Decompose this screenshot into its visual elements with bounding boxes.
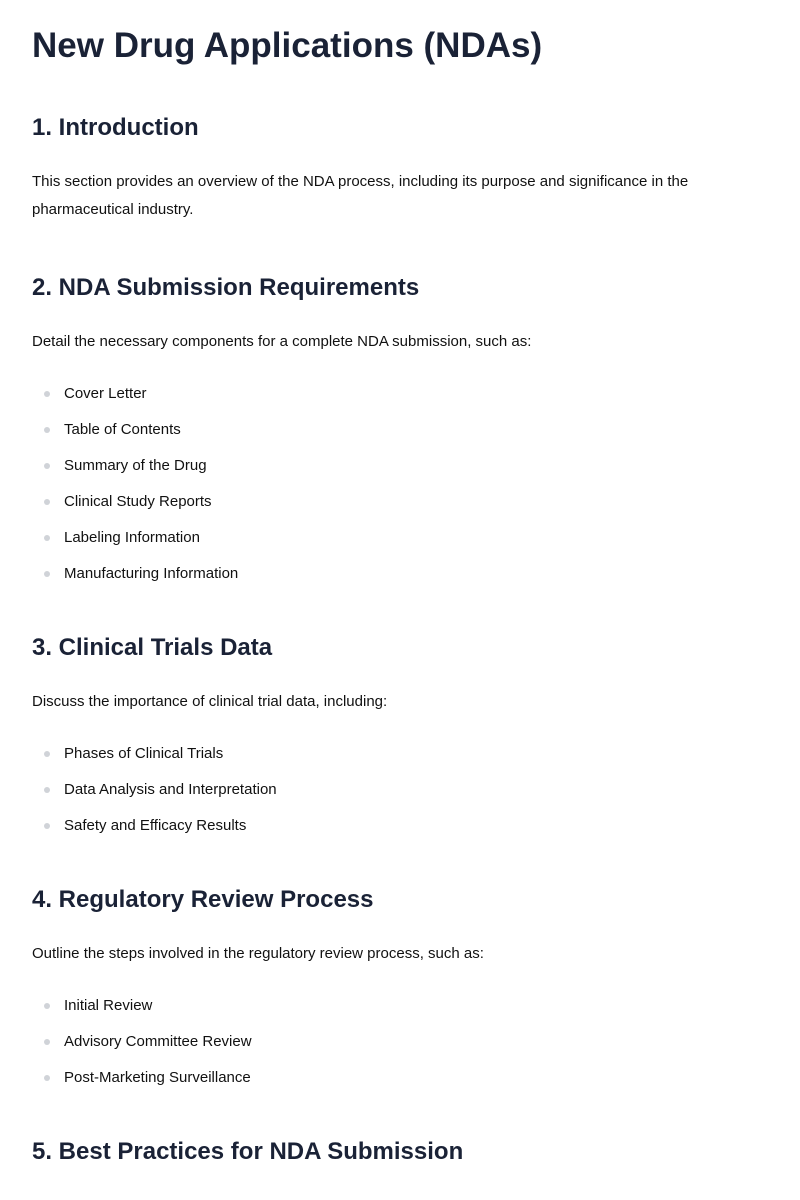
list-item: Cover Letter xyxy=(32,376,768,412)
review-steps-list xyxy=(32,988,768,1096)
section-heading: 2. NDA Submission Requirements xyxy=(32,274,420,301)
section-best-practices xyxy=(32,1136,768,1168)
section-heading: 5. Best Practices for NDA Submission xyxy=(32,1138,464,1165)
bullet-icon xyxy=(44,535,50,541)
list-item: Summary of the Drug xyxy=(32,448,768,484)
bullet-icon xyxy=(44,1003,50,1009)
section-regulatory-review xyxy=(32,884,768,1096)
page-title: New Drug Applications (NDAs) xyxy=(32,26,543,65)
section-body: Discuss the importance of clinical trial data, including: xyxy=(32,693,388,710)
bullet-icon xyxy=(44,571,50,577)
bullet-icon xyxy=(44,1075,50,1081)
list-item: Advisory Committee Review xyxy=(32,1024,768,1060)
list-item: Manufacturing Information xyxy=(32,556,768,592)
requirements-list xyxy=(32,376,768,592)
section-heading: 1. Introduction xyxy=(32,114,199,141)
list-item: Initial Review xyxy=(32,988,768,1024)
bullet-icon xyxy=(44,391,50,397)
section-submission-requirements xyxy=(32,272,768,592)
list-item: Labeling Information xyxy=(32,520,768,556)
bullet-icon xyxy=(44,823,50,829)
list-item: Phases of Clinical Trials xyxy=(32,736,768,772)
bullet-icon xyxy=(44,463,50,469)
section-clinical-trials xyxy=(32,632,768,844)
list-item: Data Analysis and Interpretation xyxy=(32,772,768,808)
bullet-icon xyxy=(44,427,50,433)
clinical-trials-list xyxy=(32,736,768,844)
section-body: Outline the steps involved in the regulatory review process, such as: xyxy=(32,945,484,962)
list-item: Post-Marketing Surveillance xyxy=(32,1060,768,1096)
list-item: Clinical Study Reports xyxy=(32,484,768,520)
section-heading: 3. Clinical Trials Data xyxy=(32,634,273,661)
section-heading: 4. Regulatory Review Process xyxy=(32,886,374,913)
bullet-icon xyxy=(44,787,50,793)
section-body: This section provides an overview of the NDA process, including its purpose and significance in the pharmaceutical industry. xyxy=(32,173,689,218)
bullet-icon xyxy=(44,1039,50,1045)
bullet-icon xyxy=(44,751,50,757)
bullet-icon xyxy=(44,499,50,505)
section-introduction xyxy=(32,112,768,224)
list-item: Safety and Efficacy Results xyxy=(32,808,768,844)
list-item: Table of Contents xyxy=(32,412,768,448)
section-body: Detail the necessary components for a complete NDA submission, such as: xyxy=(32,333,532,350)
